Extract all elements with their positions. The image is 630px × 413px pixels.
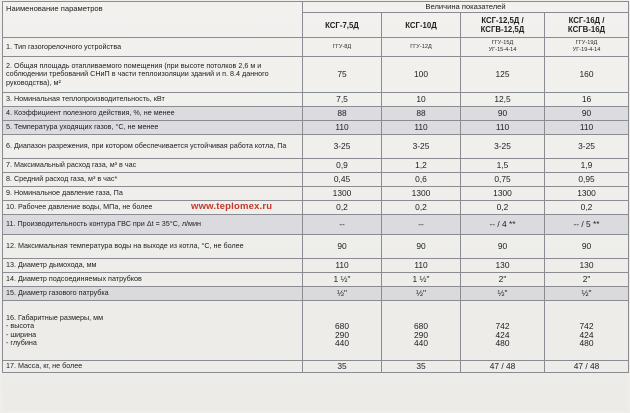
model-name-alt: КСГВ-16Д <box>567 25 606 34</box>
param-label: 12. Максимальная температура воды на выходе из котла, °С, не более <box>3 235 303 259</box>
param-value: 3-25 <box>303 135 382 159</box>
param-value: 88 <box>303 107 382 121</box>
param-value: 0,45 <box>303 173 382 187</box>
table-row <box>3 93 629 107</box>
param-value: 110 <box>303 259 382 273</box>
table-row <box>3 259 629 273</box>
param-label: 3. Номинальная теплопроизводительность, кВт <box>3 93 303 107</box>
watermark-url: www.teplomex.ru <box>191 201 273 212</box>
param-value: ГГУ-12Д <box>382 38 461 57</box>
param-value: 90 <box>461 235 545 259</box>
param-label: 2. Общая площадь отапливаемого помещения (при высоте потолков 2,6 м и соблюдении требований СНиП в части теплоизоляции зданий и п. 8.4 данного руководства), м² <box>3 57 303 93</box>
param-value: 1300 <box>461 187 545 201</box>
param-value: 2" <box>461 273 545 287</box>
param-value: ГГУ-8Д <box>303 38 382 57</box>
param-label: 1. Тип газогорелочного устройства <box>3 38 303 57</box>
table-row <box>3 121 629 135</box>
table-row <box>3 201 629 215</box>
table-row <box>3 135 629 159</box>
param-value: 130 <box>461 259 545 273</box>
param-value: 100 <box>382 57 461 93</box>
param-label: 10. Рабочее давление воды, МПа, не более <box>3 201 303 215</box>
table-row <box>3 273 629 287</box>
param-value: 110 <box>382 259 461 273</box>
param-value: 35 <box>382 361 461 373</box>
param-value: 125 <box>461 57 545 93</box>
param-label: 13. Диаметр дымохода, мм <box>3 259 303 273</box>
param-value: 88 <box>382 107 461 121</box>
param-column-header: Наименование параметров <box>3 2 303 38</box>
param-value: 1300 <box>382 187 461 201</box>
param-value: 680 290 440 <box>303 301 382 361</box>
model-header-4 <box>545 13 629 38</box>
model-name: КСГ-16Д / <box>568 16 605 25</box>
table-row <box>3 215 629 235</box>
table-row <box>3 57 629 93</box>
param-value: 1300 <box>545 187 629 201</box>
param-value: 1,2 <box>382 159 461 173</box>
model-name: КСГ-10Д <box>405 20 437 30</box>
param-value: 90 <box>461 107 545 121</box>
param-value: 1 ½" <box>382 273 461 287</box>
param-value: 110 <box>303 121 382 135</box>
param-value: -- / 4 ** <box>461 215 545 235</box>
model-name: КСГ-12,5Д / <box>481 16 524 25</box>
table-row <box>3 38 629 57</box>
param-value: 47 / 48 <box>545 361 629 373</box>
model-name: КСГ-7,5Д <box>325 20 359 30</box>
param-value: 90 <box>545 107 629 121</box>
param-label: 16. Габаритные размеры, мм - высота - ширина - глубина <box>3 301 303 361</box>
param-value: 90 <box>303 235 382 259</box>
param-value: 1,9 <box>545 159 629 173</box>
param-value: 130 <box>545 259 629 273</box>
param-value: 7,5 <box>303 93 382 107</box>
param-label: 7. Максимальный расход газа, м³ в час <box>3 159 303 173</box>
param-value: 0,2 <box>303 201 382 215</box>
param-value: 110 <box>545 121 629 135</box>
table-row <box>3 361 629 373</box>
param-value: 0,6 <box>382 173 461 187</box>
param-value: 0,2 <box>461 201 545 215</box>
param-value: ½" <box>382 287 461 301</box>
param-value: 1 ½" <box>303 273 382 287</box>
param-value: 3-25 <box>461 135 545 159</box>
table-row <box>3 287 629 301</box>
param-value: 1,5 <box>461 159 545 173</box>
param-value: 10 <box>382 93 461 107</box>
model-header-1 <box>303 13 382 38</box>
spec-sheet <box>2 1 628 411</box>
param-label: 6. Диапазон разрежения, при котором обеспечивается устойчивая работа котла, Па <box>3 135 303 159</box>
param-value: 110 <box>461 121 545 135</box>
param-value: ГГУ-19Д УГ-19-4-14 <box>545 38 629 57</box>
param-value: 47 / 48 <box>461 361 545 373</box>
param-label: 17. Масса, кг, не более <box>3 361 303 373</box>
param-value: ½" <box>303 287 382 301</box>
param-value: -- <box>382 215 461 235</box>
param-value: -- <box>303 215 382 235</box>
param-value: 0,95 <box>545 173 629 187</box>
table-row <box>3 159 629 173</box>
param-label: 4. Коэффициент полезного действия, %, не менее <box>3 107 303 121</box>
param-value: 3-25 <box>382 135 461 159</box>
param-value: 12,5 <box>461 93 545 107</box>
values-column-header: Величина показателей <box>303 2 629 13</box>
param-value: 0,2 <box>545 201 629 215</box>
model-name-alt: КСГВ-12,5Д <box>480 25 525 34</box>
spec-table <box>2 1 629 373</box>
table-row <box>3 301 629 361</box>
param-value: ГГУ-15Д УГ-15-4-14 <box>461 38 545 57</box>
param-value: 0,2 <box>382 201 461 215</box>
param-value: 160 <box>545 57 629 93</box>
param-value: 742 424 480 <box>461 301 545 361</box>
param-value: 742 424 480 <box>545 301 629 361</box>
param-value: 3-25 <box>545 135 629 159</box>
param-label: 5. Температура уходящих газов, °С, не менее <box>3 121 303 135</box>
table-row <box>3 173 629 187</box>
table-row <box>3 187 629 201</box>
param-value: 2" <box>545 273 629 287</box>
param-value: 0,75 <box>461 173 545 187</box>
param-value: 1300 <box>303 187 382 201</box>
param-value: 0,9 <box>303 159 382 173</box>
param-label: 11. Производительность контура ГВС при Δt = 35°С, л/мин <box>3 215 303 235</box>
param-value: ½" <box>461 287 545 301</box>
param-value: 35 <box>303 361 382 373</box>
table-row <box>3 107 629 121</box>
param-value: 16 <box>545 93 629 107</box>
param-label: 15. Диаметр газового патрубка <box>3 287 303 301</box>
param-label: 14. Диаметр подсоединяемых патрубков <box>3 273 303 287</box>
param-value: ½" <box>545 287 629 301</box>
model-header-3 <box>461 13 545 38</box>
param-label: 9. Номинальное давление газа, Па <box>3 187 303 201</box>
table-row <box>3 235 629 259</box>
param-value: 110 <box>382 121 461 135</box>
param-value: 680 290 440 <box>382 301 461 361</box>
param-label: 8. Средний расход газа, м³ в час* <box>3 173 303 187</box>
param-value: 75 <box>303 57 382 93</box>
param-value: 90 <box>545 235 629 259</box>
model-header-2 <box>382 13 461 38</box>
param-value: -- / 5 ** <box>545 215 629 235</box>
param-value: 90 <box>382 235 461 259</box>
